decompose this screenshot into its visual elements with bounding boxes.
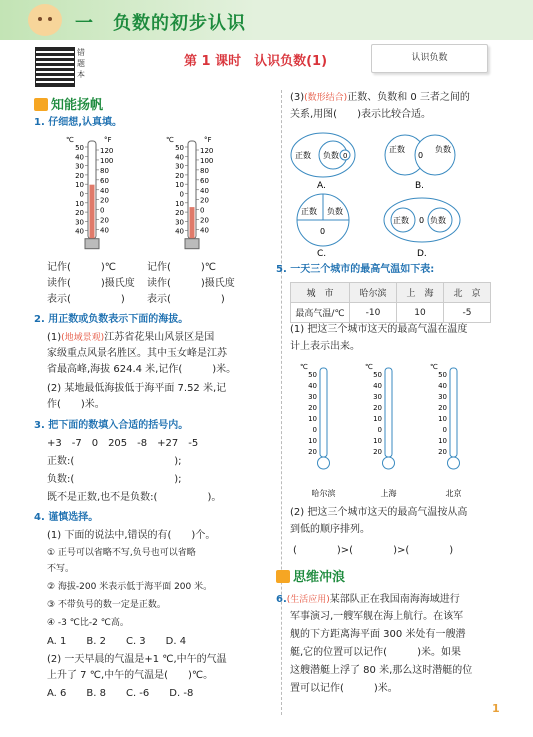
city-thermo-1-tick-0: 50 (373, 371, 382, 379)
thermo2-c-tick-7: 20 (175, 209, 184, 218)
q3-neither[interactable]: 既不是正数,也不是负数:( )。 (47, 492, 222, 503)
thermo1-bulb (85, 239, 99, 249)
thermo1-f-tick-5: 20 (100, 196, 109, 205)
thermo1-c-tick-1: 40 (75, 153, 84, 162)
city-name-2: 北京 (445, 489, 462, 498)
venn-d-zero: 0 (419, 216, 425, 225)
q6-line3: 舰的下方距离海平面 300 米处有一艘潜 (290, 629, 466, 640)
fill-1-record[interactable]: 记作( )℃ (47, 262, 117, 273)
thermo1-c-tick-9: 40 (75, 227, 84, 236)
thermo1-f-tick-7: 20 (100, 216, 109, 225)
page-number: 1 (492, 702, 500, 715)
venn-option-c[interactable] (297, 194, 349, 259)
city-name-0: 哈尔滨 (311, 489, 336, 498)
venn-c-zero: 0 (320, 227, 326, 236)
thermo1-f-tick-3: 60 (100, 176, 109, 185)
column-divider (281, 90, 282, 715)
question-1: 1. 仔细想,认真填。 (34, 117, 123, 128)
thermo2-f-tick-2: 80 (200, 166, 209, 175)
question-4: 4. 谨慎选择。 (34, 512, 99, 523)
city-thermo-tube-1 (385, 368, 392, 457)
thermo2-f-tick-1: 100 (200, 156, 214, 165)
city-thermo-1-tick-5: 0 (377, 426, 382, 434)
thermo2-c-tick-1: 40 (175, 153, 184, 162)
fill-1-mean[interactable]: 表示( ) (47, 294, 125, 305)
thermo1-f-unit: °F (104, 136, 112, 144)
venn-a-neg: 负数 (323, 151, 339, 160)
thermo2-c-tick-4: 10 (175, 181, 184, 190)
city-thermo-2-tick-1: 40 (438, 382, 447, 390)
thermo2-c-tick-5: 0 (179, 190, 184, 199)
city-temp-table (290, 282, 491, 323)
thermometer-1 (60, 133, 140, 253)
city-thermo-2-tick-7: 20 (438, 448, 447, 456)
thermo2-c-tick-6: 10 (175, 199, 184, 208)
table-temp-2: -5 (444, 303, 491, 323)
city-thermo-0-tick-0: 50 (308, 371, 317, 379)
thermo2-mercury (190, 207, 195, 239)
q4-option-4: ④ -3 ℃比-2 ℃高。 (47, 618, 129, 628)
thermo1-c-tick-7: 20 (75, 209, 84, 218)
city-thermo-1-tick-6: 10 (373, 437, 382, 445)
thermo1-c-tick-0: 50 (75, 144, 84, 152)
question-2: 2. 用正数或负数表示下面的海拔。 (34, 314, 189, 325)
city-thermo-1-tick-3: 20 (373, 404, 382, 412)
city-thermometers[interactable] (290, 360, 490, 500)
venn-option-b[interactable] (385, 135, 455, 191)
city-thermo-bulb-2 (448, 457, 460, 469)
section-title-2: 思维冲浪 (276, 566, 345, 585)
thermo2-f-tick-0: 120 (200, 147, 214, 155)
q4-option-1b: 不写。 (47, 564, 75, 574)
thermo1-c-unit: ℃ (66, 136, 74, 144)
thermo1-f-tick-0: 120 (100, 147, 114, 155)
q6-line6[interactable]: 置可以记作( )米。 (290, 683, 398, 694)
table-city-2: 北 京 (444, 283, 491, 303)
table-temp-1: 10 (397, 303, 444, 323)
q4-option-2: ② 海拔-200 米表示低于海平面 200 米。 (47, 582, 213, 592)
q4-part3-line1: (3)(数形结合)正数、负数和 0 三者之间的 (290, 92, 470, 103)
city-name-1: 上海 (380, 489, 397, 498)
city-thermo-0-tick-1: 40 (308, 382, 317, 390)
thermo1-c-tick-3: 20 (75, 171, 84, 180)
thermo2-f-tick-4: 40 (200, 186, 209, 195)
q2-part1-line3[interactable]: 省最高峰,海拔 624.4 米,记作( )米。 (47, 364, 237, 375)
q4-part2-line2[interactable]: 上升了 7 ℃,中午的气温是( )℃。 (47, 670, 214, 681)
venn-d-neg: 负数 (430, 216, 446, 225)
venn-diagrams (285, 130, 485, 260)
q6-line4[interactable]: 艇,它的位置可以记作( )米。如果 (290, 647, 461, 658)
thermo1-f-tick-1: 100 (100, 156, 114, 165)
q2-part1-line2: 家级重点风景名胜区。其中玉女峰是江苏 (47, 348, 227, 359)
city-thermo-1-tick-4: 10 (373, 415, 382, 423)
q2-part2-line2[interactable]: 作( )米。 (47, 399, 105, 410)
fill-2-read[interactable]: 读作( )摄氏度 (147, 278, 235, 289)
city-thermo-0-tick-7: 20 (308, 448, 317, 456)
thermo2-f-tick-6: 0 (200, 206, 205, 215)
city-thermo-2-tick-4: 10 (438, 415, 447, 423)
q2-part2-line1: (2) 某地最低海拔低于海平面 7.52 米,记 (47, 383, 227, 394)
q5-part2-line2: 到低的顺序排列。 (290, 524, 370, 535)
city-thermo-2-tick-6: 10 (438, 437, 447, 445)
thermo2-c-unit: ℃ (166, 136, 174, 144)
venn-b-pos: 正数 (389, 145, 405, 154)
fill-2-record[interactable]: 记作( )℃ (147, 262, 217, 273)
table-temp-0: -10 (350, 303, 397, 323)
city-thermo-0-tick-4: 10 (308, 415, 317, 423)
table-city-0: 哈尔滨 (350, 283, 397, 303)
city-thermo-unit-2: ℃ (430, 363, 438, 371)
city-thermo-1-tick-1: 40 (373, 382, 382, 390)
topic-tag: 认识负数 (371, 44, 488, 73)
qr-label: 错题本 (77, 48, 85, 79)
thermo1-c-tick-8: 30 (75, 218, 84, 227)
city-thermo-1-tick-7: 20 (373, 448, 382, 456)
thermo2-c-tick-2: 30 (175, 162, 184, 171)
thermo2-f-tick-8: 40 (200, 226, 209, 235)
venn-a-zero: 0 (343, 152, 348, 160)
venn-option-d[interactable] (384, 198, 460, 259)
venn-option-a[interactable] (291, 133, 355, 191)
city-thermo-bulb-0 (318, 457, 330, 469)
venn-d-pos: 正数 (393, 216, 409, 225)
q6-line5: 这艘潜艇上浮了 80 米,那么这时潜艇的位 (290, 665, 473, 676)
venn-b-zero: 0 (418, 151, 424, 160)
city-thermo-1-tick-2: 30 (373, 393, 382, 401)
q3-negative[interactable]: 负数:( ); (47, 474, 182, 485)
q2-part1-line1: (1)(地域景观)江苏省花果山风景区是国 (47, 332, 215, 343)
q4-option-1a: ① 正号可以省略不写,负号也可以省略 (47, 548, 196, 558)
thermo2-f-tick-5: 20 (200, 196, 209, 205)
venn-label-c: C. (317, 249, 327, 259)
q5-part1-line2: 计上表示出来。 (290, 341, 360, 352)
venn-label-d: D. (417, 249, 427, 259)
q5-part2-answer[interactable]: ( )>( )>( ) (293, 545, 454, 556)
venn-label-b: B. (415, 181, 425, 191)
fill-2-mean[interactable]: 表示( ) (147, 294, 225, 305)
mascot-icon (28, 4, 62, 36)
thermo2-c-tick-0: 50 (175, 144, 184, 152)
venn-b-neg: 负数 (435, 145, 451, 154)
lightbulb-icon (34, 98, 48, 111)
chapter-title: 一 负数的初步认识 (75, 13, 246, 34)
city-thermo-2-tick-3: 20 (438, 404, 447, 412)
q6-line1: 6.(生活应用)某部队正在我国南海海域进行 (276, 594, 460, 605)
thermo1-c-tick-6: 10 (75, 199, 84, 208)
q6-line2: 军事演习,一艘军舰在海上航行。在该军 (290, 611, 464, 622)
thermo1-c-tick-2: 30 (75, 162, 84, 171)
thermo1-f-tick-8: 40 (100, 226, 109, 235)
section-title-1: 知能扬帆 (34, 94, 103, 113)
city-thermo-0-tick-6: 10 (308, 437, 317, 445)
city-thermo-bulb-1 (383, 457, 395, 469)
thermo2-c-tick-8: 30 (175, 218, 184, 227)
question-3: 3. 把下面的数填入合适的括号内。 (34, 420, 189, 431)
venn-a-pos: 正数 (295, 151, 311, 160)
qr-code-icon[interactable] (35, 47, 75, 87)
table-city-1: 上 海 (397, 283, 444, 303)
city-thermo-0-tick-2: 30 (308, 393, 317, 401)
q5-part1-line1: (1) 把这三个城市这天的最高气温在温度 (290, 324, 468, 335)
fill-1-read[interactable]: 读作( )摄氏度 (47, 278, 135, 289)
table-header-temp: 最高气温/℃ (291, 303, 350, 323)
q4-part2-line1: (2) 一天早晨的气温是+1 ℃,中午的气温 (47, 654, 227, 665)
q4-part2-choices[interactable]: A. 6 B. 8 C. -6 D. -8 (47, 688, 194, 699)
venn-label-a: A. (317, 181, 326, 191)
city-thermo-tube-0 (320, 368, 327, 457)
thermo2-f-unit: °F (204, 136, 212, 144)
thermometer-2 (160, 133, 240, 253)
city-thermo-unit-0: ℃ (300, 363, 308, 371)
wave-icon (276, 570, 290, 583)
thermo1-f-tick-2: 80 (100, 166, 109, 175)
thermo2-c-tick-3: 20 (175, 171, 184, 180)
thermo2-c-tick-9: 40 (175, 227, 184, 236)
city-thermo-2-tick-2: 30 (438, 393, 447, 401)
venn-c-pos: 正数 (301, 207, 317, 216)
q3-numbers: +3 -7 0 205 -8 +27 -5 (47, 438, 199, 449)
thermo2-bulb (185, 239, 199, 249)
question-5: 5. 一天三个城市的最高气温如下表: (276, 264, 435, 275)
thermo2-f-tick-3: 60 (200, 176, 209, 185)
city-thermo-unit-1: ℃ (365, 363, 373, 371)
thermo1-mercury (90, 185, 95, 239)
city-thermo-tube-2 (450, 368, 457, 457)
page-header (0, 0, 533, 40)
q3-positive[interactable]: 正数:( ); (47, 456, 182, 467)
table-header-city: 城 市 (291, 283, 350, 303)
q4-part1[interactable]: (1) 下面的说法中,错误的有( )个。 (47, 530, 216, 541)
lesson-title: 第 1 课时 认识负数(1) (184, 54, 328, 69)
q5-part2-line1: (2) 把这三个城市这天的最高气温按从高 (290, 507, 468, 518)
thermo1-c-tick-5: 0 (79, 190, 84, 199)
thermo1-f-tick-4: 40 (100, 186, 109, 195)
city-thermo-2-tick-0: 50 (438, 371, 447, 379)
thermo2-f-tick-7: 20 (200, 216, 209, 225)
city-thermo-2-tick-5: 0 (442, 426, 447, 434)
q4-part1-choices[interactable]: A. 1 B. 2 C. 3 D. 4 (47, 636, 187, 647)
venn-c-neg: 负数 (327, 207, 343, 216)
thermo1-f-tick-6: 0 (100, 206, 105, 215)
thermo1-c-tick-4: 10 (75, 181, 84, 190)
city-thermo-0-tick-5: 0 (312, 426, 317, 434)
q4-part3-line2[interactable]: 关系,用图( )表示比较合适。 (290, 109, 431, 120)
q4-option-3: ③ 不带负号的数一定是正数。 (47, 600, 166, 610)
city-thermo-0-tick-3: 20 (308, 404, 317, 412)
